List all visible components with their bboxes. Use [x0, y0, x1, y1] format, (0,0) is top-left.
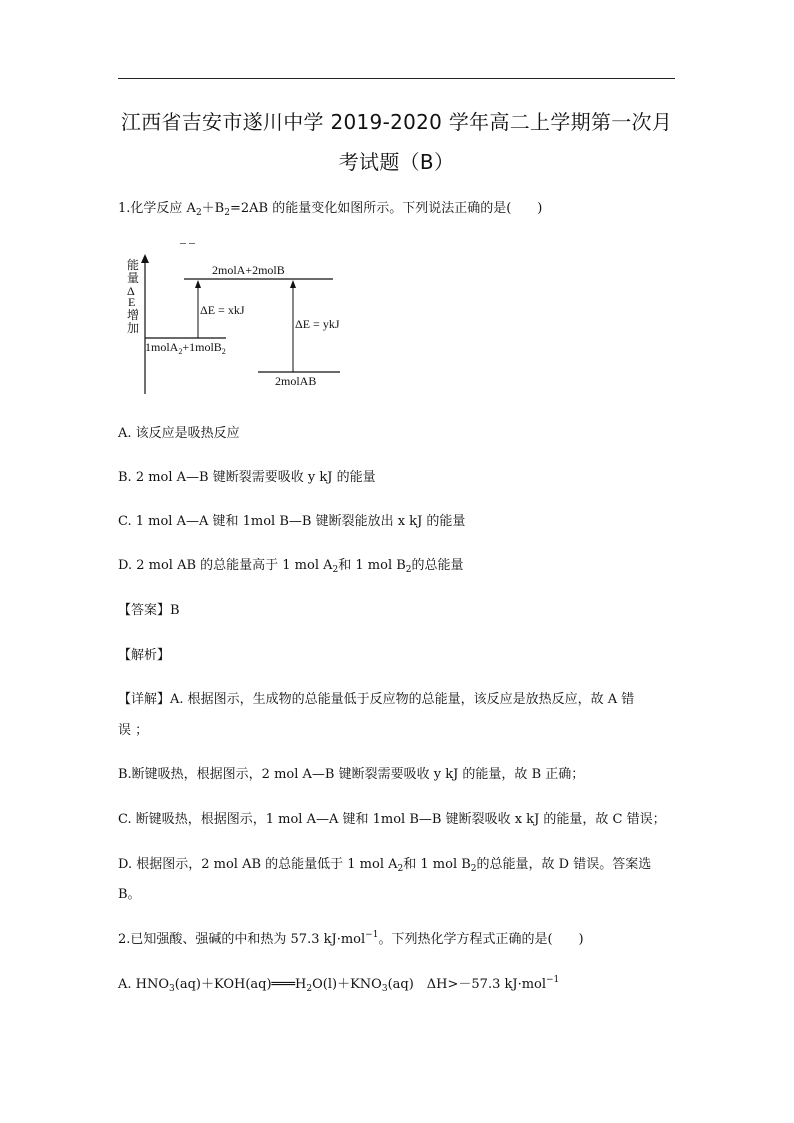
diagram-marks: – – — [180, 235, 195, 249]
q1-detail-c: C. 断键吸热，根据图示，1 mol A—A 键和 1mol B—B 键断裂吸收 x kJ 的能量，故 C 错误； — [118, 812, 666, 827]
q1-option-d: D. 2 mol AB 的总能量高于 1 mol $A_2$和 1 mol $B_2$的总能量 — [118, 558, 464, 575]
q1-detail-a-cont: 误 ； — [118, 723, 149, 738]
svg-text:E: E — [128, 295, 136, 309]
svg-text:能: 能 — [127, 258, 140, 272]
level-label-top: 2molA+2molB — [212, 263, 285, 277]
paper-title-line-2: 考试题（B） — [338, 150, 455, 174]
question-2-stem: 2.已知强酸、强碱的中和热为 57.3 kJ·mol$^{-1}$。下列热化学方程式正确的是( ) — [118, 930, 584, 947]
q1-option-b: B. 2 mol A—B 键断裂需要吸收 y kJ 的能量 — [118, 470, 376, 485]
energy-axis-label — [127, 257, 139, 335]
svg-text:量: 量 — [127, 271, 140, 285]
q2-option-a: A. $HNO_3(aq)+KOH(aq)═══H_2O(l)+KNO_3(aq)$ ΔH>－57.3 kJ·mol$^{-1}$ — [118, 975, 560, 994]
q1-detail-a: 【详解】A. 根据图示，生成物的总能量低于反应物的总能量，该反应是放热反应，故 A 错 — [118, 692, 635, 707]
svg-text:增: 增 — [127, 308, 140, 322]
q1-detail-d: D. 根据图示，2 mol AB 的总能量低于 1 mol $A_2$和 1 mol $B_2$的总能量，故 D 错误。答案选 — [118, 857, 652, 874]
energy-axis-arrow — [141, 254, 149, 263]
svg-text:Δ: Δ — [127, 284, 135, 298]
level-label-left: 1molA$_2$+1molB$_2$ — [145, 340, 226, 356]
q1-detail-b: B.断键吸热，根据图示，2 mol A—B 键断裂需要吸收 y kJ 的能量，故 B 正确； — [118, 767, 585, 782]
question-1-stem: 1.化学反应 $A_2+B_2=2AB$ 的能量变化如图所示。下列说法正确的是( ) — [118, 201, 543, 218]
level-label-bottom: 2molAB — [275, 374, 317, 388]
svg-text:加: 加 — [127, 321, 140, 335]
q1-analysis-heading: 【解析】 — [118, 648, 171, 663]
energy-diagram — [118, 232, 378, 402]
q1-option-c: C. 1 mol A—A 键和 1mol B—B 键断裂能放出 x kJ 的能量 — [118, 514, 466, 529]
q1-answer: 【答案】B — [118, 603, 180, 618]
q1-detail-d-cont: B。 — [118, 887, 141, 902]
label-dx: ΔE = xkJ — [200, 303, 245, 317]
q1-option-a: A. 该反应是吸热反应 — [118, 426, 240, 441]
header-rule — [118, 78, 675, 79]
paper-title-line-1: 江西省吉安市遂川中学 2019-2020 学年高二上学期第一次月 — [120, 110, 673, 134]
label-dy: ΔE = ykJ — [295, 317, 340, 331]
